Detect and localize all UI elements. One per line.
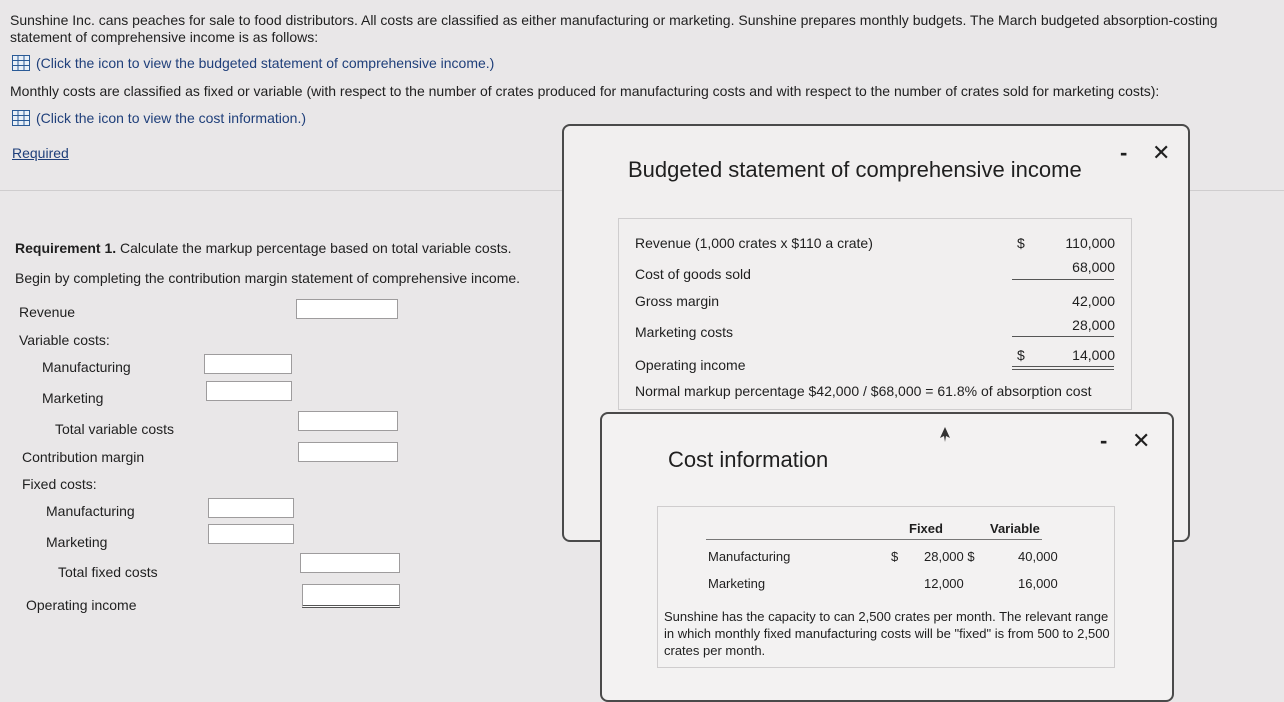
fixed-costs-label: Fixed costs: xyxy=(22,476,97,492)
gross-margin-label: Gross margin xyxy=(635,293,720,309)
monthly-costs-text: Monthly costs are classified as fixed or variable (with respect to the number of crates produced for manufacturing costs and with respect to the number of crates sold for marketing costs): xyxy=(10,83,1160,99)
var-marketing-label: Marketing xyxy=(42,390,104,406)
statement-table xyxy=(618,218,1132,410)
variable-header: Variable xyxy=(990,521,1040,536)
cost-row-fixed: 12,000 xyxy=(924,576,964,591)
cost-row-variable: 40,000 xyxy=(1018,549,1058,564)
modal-title: Budgeted statement of comprehensive income xyxy=(628,157,1082,182)
requirement-text: Calculate the markup percentage based on total variable costs. xyxy=(116,240,512,256)
operating-income-double-underline-2 xyxy=(1012,369,1114,370)
cost-info-link[interactable] xyxy=(12,110,306,126)
gross-margin-value: 42,000 xyxy=(1072,293,1115,309)
markup-note: Normal markup percentage $42,000 / $68,000 = 61.8% of absorption cost xyxy=(635,383,1092,399)
cost-row-fixed: 28,000 $ xyxy=(924,549,975,564)
header-rule xyxy=(706,539,1042,540)
cost-row-variable: 16,000 xyxy=(1018,576,1058,591)
var-manufacturing-input[interactable] xyxy=(204,354,292,374)
minimize-button[interactable]: - xyxy=(1100,428,1108,453)
revenue-label: Revenue xyxy=(19,304,76,320)
cogs-row-value: 68,000 xyxy=(1072,259,1115,275)
cost-row-label: Manufacturing xyxy=(708,549,791,564)
total-fixed-label: Total fixed costs xyxy=(58,564,158,580)
fixed-marketing-input[interactable] xyxy=(208,524,294,544)
operating-income-double-underline-1 xyxy=(1012,366,1114,367)
close-button[interactable]: ✕ xyxy=(1152,140,1171,165)
fixed-marketing-label: Marketing xyxy=(46,534,108,550)
cursor-icon xyxy=(938,426,952,444)
cogs-underline xyxy=(1012,279,1114,280)
requirement-label: Requirement 1. xyxy=(15,240,117,256)
cogs-row-label: Cost of goods sold xyxy=(635,266,751,282)
var-marketing-input[interactable] xyxy=(206,381,292,401)
operating-income-label: Operating income xyxy=(26,597,137,613)
revenue-row-value: 110,000 xyxy=(1065,235,1115,251)
table-icon[interactable] xyxy=(12,110,30,126)
var-manufacturing-label: Manufacturing xyxy=(42,359,131,375)
capacity-note: Sunshine has the capacity to can 2,500 crates per month. The relevant range in which monthly fixed manufacturing costs will be "fixed" is from 500 to 2,500 crates per month. xyxy=(664,609,1110,658)
variable-costs-label: Variable costs: xyxy=(19,332,110,348)
modal-title: Cost information xyxy=(668,447,829,472)
close-button[interactable]: ✕ xyxy=(1132,428,1151,453)
cost-row-dollar: $ xyxy=(891,549,899,564)
marketing-costs-value: 28,000 xyxy=(1072,317,1115,333)
total-variable-label: Total variable costs xyxy=(55,421,175,437)
contribution-margin-input[interactable] xyxy=(298,442,398,462)
operating-income-row-value: 14,000 xyxy=(1072,347,1115,363)
fixed-header: Fixed xyxy=(909,521,943,536)
revenue-dollar-sign: $ xyxy=(1017,235,1025,251)
intro-paragraph: Sunshine Inc. cans peaches for sale to food distributors. All costs are classified as either manufacturing or marketing. Sunshine prepares monthly budgets. The March budgeted absorption-costing statement of comprehensive income is as follows: xyxy=(10,12,1218,45)
budget-statement-link[interactable] xyxy=(12,55,494,71)
total-variable-input[interactable] xyxy=(298,411,398,431)
marketing-costs-label: Marketing costs xyxy=(635,324,734,340)
fixed-manufacturing-label: Manufacturing xyxy=(46,503,135,519)
minimize-button[interactable]: - xyxy=(1120,140,1128,165)
contribution-margin-label: Contribution margin xyxy=(22,449,145,465)
operating-income-dollar-sign: $ xyxy=(1017,347,1025,363)
total-fixed-input[interactable] xyxy=(300,553,400,573)
begin-instruction: Begin by completing the contribution margin statement of comprehensive income. xyxy=(15,270,521,286)
requirement-1 xyxy=(15,240,511,256)
cost-row-label: Marketing xyxy=(708,576,766,591)
operating-income-row-label: Operating income xyxy=(635,357,746,373)
revenue-row-label: Revenue (1,000 crates x $110 a crate) xyxy=(635,235,873,251)
fixed-manufacturing-input[interactable] xyxy=(208,498,294,518)
marketing-underline xyxy=(1012,336,1114,337)
table-icon[interactable] xyxy=(12,55,30,71)
budget-statement-link-text[interactable]: (Click the icon to view the budgeted statement of comprehensive income.) xyxy=(36,55,495,71)
cost-info-link-text[interactable]: (Click the icon to view the cost information.) xyxy=(36,110,306,126)
operating-income-input[interactable] xyxy=(302,584,400,608)
revenue-input[interactable] xyxy=(296,299,398,319)
required-link[interactable]: Required xyxy=(12,145,69,161)
